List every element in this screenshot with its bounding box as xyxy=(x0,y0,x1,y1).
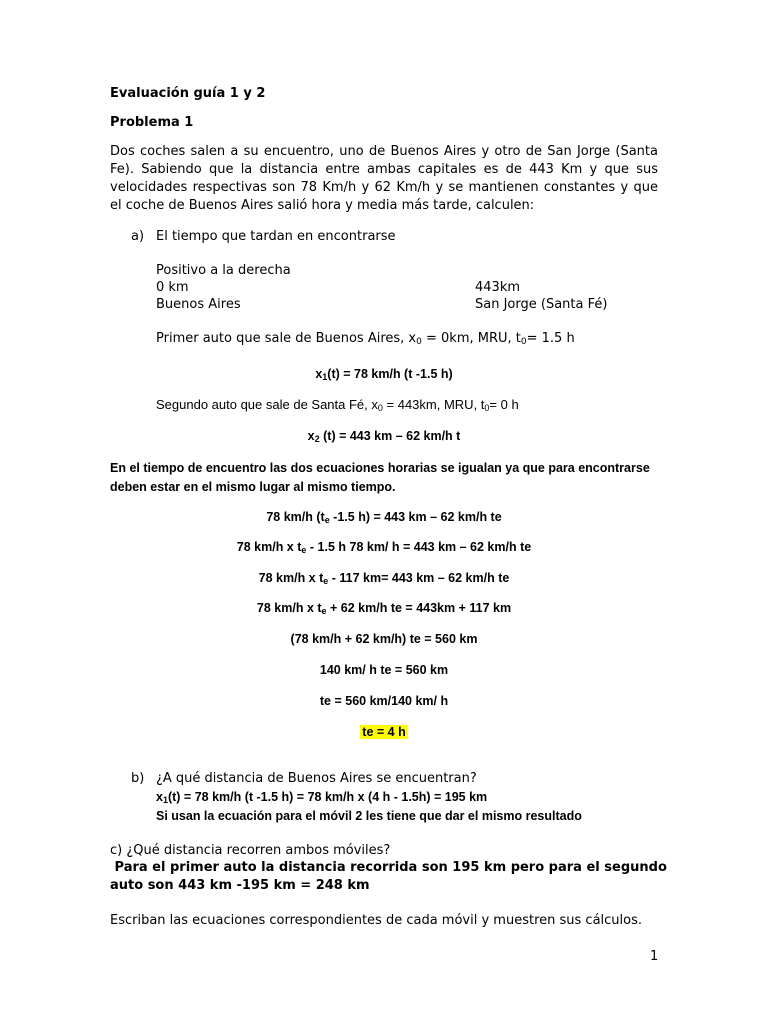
part-a-question: El tiempo que tardan en encontrarse xyxy=(156,229,396,244)
part-c-answer-line-2: auto son 443 km -195 km = 248 km xyxy=(110,878,370,893)
closing-instruction: Escriban las ecuaciones correspondientes de cada móvil y muestren sus cálculos. xyxy=(110,913,643,928)
solution-step-1: 78 km/h ($t_e$ -1.5 h) = 443 km – 62 km/h te xyxy=(266,510,502,525)
equation-car1: $x_1(t) = 78$ km/h (t -1.5 h) xyxy=(315,367,453,382)
solution-step-3: 78 km/h x $t_e - 117$ km= 443 km – 62 km/h te xyxy=(258,571,510,586)
positive-direction-label: Positivo a la derecha xyxy=(156,263,291,278)
part-a-marker: a) xyxy=(131,229,145,244)
document-title: Evaluación guía 1 y 2 xyxy=(110,86,266,101)
result-value: te = 4 h xyxy=(362,725,406,739)
part-c-question: c) ¿Qué distancia recorren ambos móviles? xyxy=(110,843,391,858)
problem-title: Problema 1 xyxy=(110,115,194,130)
part-b-question: ¿A qué distancia de Buenos Aires se encuentran? xyxy=(156,771,477,786)
solution-step-6: 140 km/ h te = 560 km xyxy=(319,663,449,677)
part-c-answer-line-1: Para el primer auto la distancia recorrida son 195 km pero para el segundo xyxy=(110,860,667,875)
part-b-calculation: $x_1(t) = 78$ km/h (t -1.5 h) = 78 km/h x (4 h - 1.5h) = 195 km xyxy=(156,790,488,805)
solution-step-4: 78 km/h x $t_e + 62$ km/h te = 443km + 117 km xyxy=(256,601,512,616)
part-b-note: Si usan la ecuación para el móvil 2 les tiene que dar el mismo resultado xyxy=(156,809,582,823)
car2-description: Segundo auto que sale de Santa Fé, $x_0 = 443km$, MRU, $t_0= 0$ h xyxy=(156,397,519,413)
left-city-label: Buenos Aires xyxy=(156,297,241,312)
car1-description: Primer auto que sale de Buenos Aires, $x_0 = 0km$, MRU, $t_0= 1.5$ h xyxy=(156,331,575,347)
page-number: 1 xyxy=(650,949,659,964)
result-highlight xyxy=(0,725,768,739)
intro-paragraph: Dos coches salen a su encuentro, uno de Buenos Aires y otro de San Jorge (Santa Fe). Sabiendo que la distancia entre ambas capitales es de 443 Km y que sus velocidades respectivas son 78 Km/h y 62 Km/h y se mantienen constantes y que el coche de Buenos Aires salió hora y media más tarde, calculen: xyxy=(110,144,658,213)
solution-step-2: 78 km/h x $t_e - 1.5$ h 78 km/ h = 443 km – 62 km/h te xyxy=(236,540,532,555)
right-km-label: 443km xyxy=(475,280,521,295)
part-b-marker: b) xyxy=(131,771,145,786)
right-city-label: San Jorge (Santa Fé) xyxy=(475,297,608,312)
left-km-label: 0 km xyxy=(156,280,189,295)
solution-step-5: (78 km/h + 62 km/h) te = 560 km xyxy=(290,632,478,646)
meeting-explanation: En el tiempo de encuentro las dos ecuaciones horarias se igualan ya que para encontrarse deben estar en el mismo lugar al mismo tiempo. xyxy=(110,461,650,494)
solution-step-7: te = 560 km/140 km/ h xyxy=(319,694,449,708)
equation-car2: $x_2$ (t) = 443 km – 62 km/h t xyxy=(307,429,461,444)
